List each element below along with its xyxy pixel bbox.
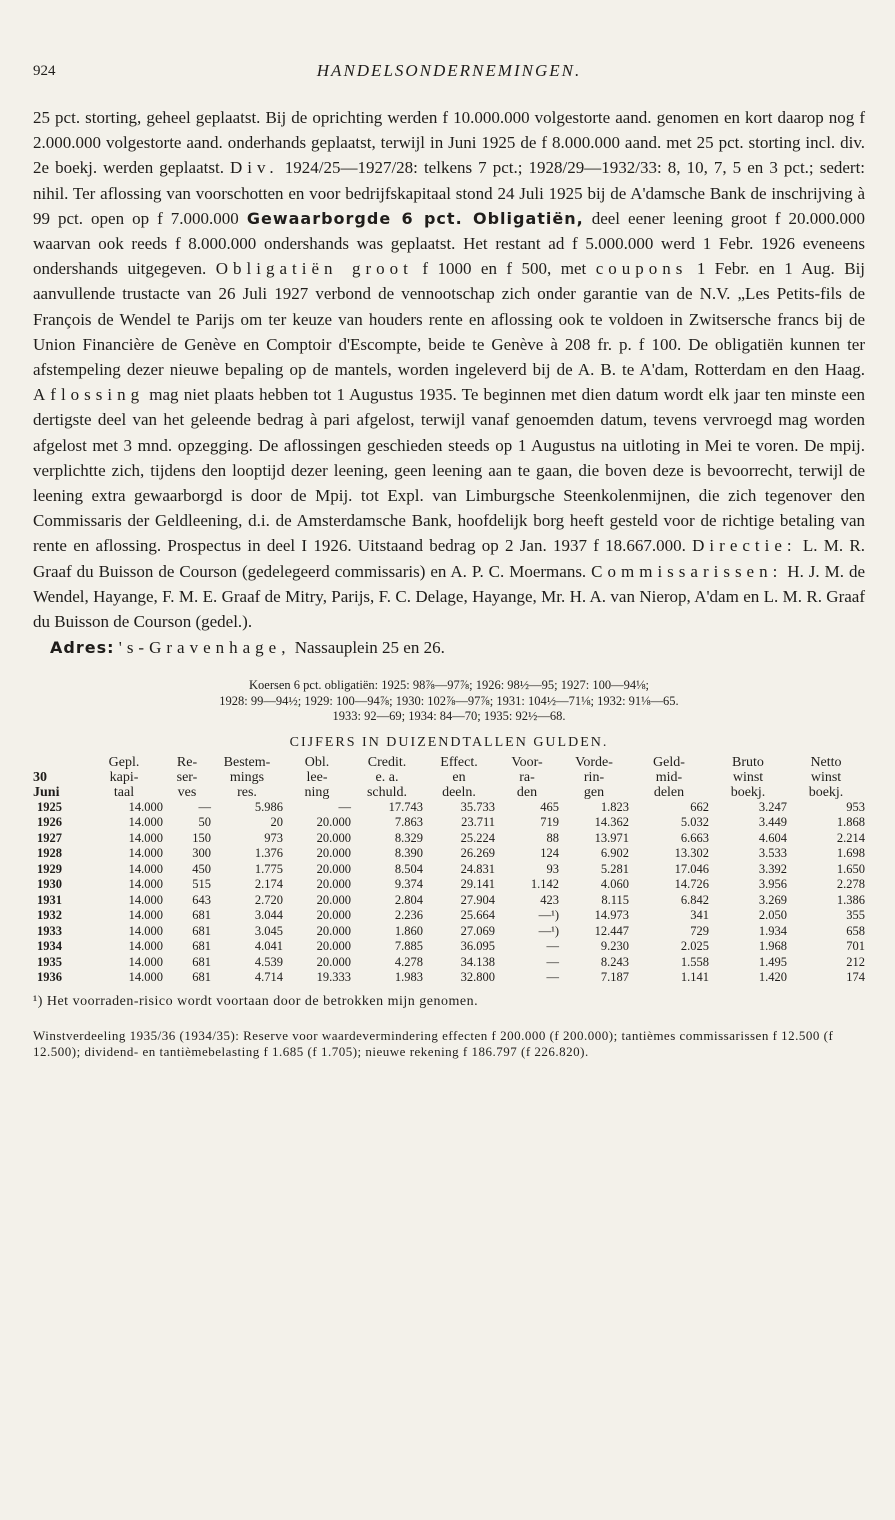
table-row xyxy=(33,862,865,878)
column-header: e. a. xyxy=(375,769,399,785)
table-cell: 4.278 xyxy=(394,954,423,969)
adres-street: Nassauplein 25 en 26. xyxy=(294,638,445,658)
table-cell: 124 xyxy=(540,846,559,861)
year-cell: 1930 xyxy=(37,877,62,892)
table-cell: 8.329 xyxy=(394,830,423,845)
table-cell: 20.000 xyxy=(316,939,351,954)
table-cell: 953 xyxy=(846,799,865,814)
table-footnote: ¹) Het voorraden-risico wordt voortaan door de betrokken mijn genomen. xyxy=(33,993,479,1009)
year-cell: 1931 xyxy=(37,892,62,907)
column-header: en xyxy=(452,769,466,785)
table-cell: —¹) xyxy=(538,923,559,938)
paragraph-redemption: mag niet plaats hebben tot 1 Augustus 1935. Te beginnen met dien datum wordt elk jaar ten minste een dertigste deel van het geleende bedrag à pari afgelost, terwijl vanaf genoemden datum, tevens vervroegd mag worden afgelost met 3 mnd. opzegging. De aflossingen geschieden steeds op 1 Augustus na uitloting in Mei te voren. De mpij. verplichtte zich, tijdens den looptijd dezer leening, geen leening aan te gaan, die boven deze is bevoorrecht, terwijl de leening extra gewaarborgd is door de Mpij. tot Expl. van Limburgsche Steenkolenmijnen, die zich tegenover den Commissaris der Geldleening, d.i. de Amsterdamsche Bank, hoofdelijk borg heeft gesteld voor de richtige betaling van rente en aflossing. Prospectus in deel I 1926. Uitstaand bedrag op 2 Jan. 1937 f 18.667.000. xyxy=(33,385,866,556)
table-row xyxy=(33,877,865,893)
table-row xyxy=(33,924,865,940)
table-row xyxy=(33,955,865,971)
page-number: 924 xyxy=(33,63,56,79)
table-cell: 24.831 xyxy=(460,861,495,876)
table-cell: — xyxy=(338,799,351,814)
table-header xyxy=(33,755,865,800)
table-cell: 14.000 xyxy=(128,846,163,861)
column-header: Effect. xyxy=(440,754,478,770)
year-cell: 1928 xyxy=(37,846,62,861)
table-cell: 8.504 xyxy=(394,861,423,876)
table-cell: 20.000 xyxy=(316,877,351,892)
table-cell: 14.000 xyxy=(128,830,163,845)
column-header: deeln. xyxy=(442,784,476,800)
table-cell: 36.095 xyxy=(460,939,495,954)
table-cell: 2.236 xyxy=(394,908,423,923)
column-header: taal xyxy=(113,784,135,800)
table-cell: 465 xyxy=(540,799,559,814)
table-cell: 1.141 xyxy=(680,970,709,985)
column-header: Obl. xyxy=(304,754,330,770)
table-cell: 4.041 xyxy=(254,939,283,954)
table-cell: 14.000 xyxy=(128,908,163,923)
year-cell: 1936 xyxy=(37,970,62,985)
table-cell: 355 xyxy=(846,908,865,923)
table-cell: 973 xyxy=(264,830,283,845)
table-cell: 1.698 xyxy=(836,846,865,861)
table-cell: 7.187 xyxy=(600,970,629,985)
table-cell: 1.495 xyxy=(758,954,787,969)
table-cell: 20.000 xyxy=(316,923,351,938)
page xyxy=(33,55,865,1060)
year-cell: 1933 xyxy=(37,923,62,938)
quotes-line: 1928: 99—94½; 1929: 100—94⅞; 1930: 102⅞—97⅞; 1931: 104½—71⅛; 1932: 91⅛—65. xyxy=(219,693,679,708)
table-cell: 20.000 xyxy=(316,830,351,845)
table-cell: 50 xyxy=(198,815,211,830)
column-header: lee- xyxy=(306,769,328,785)
table-cell: 3.533 xyxy=(758,846,787,861)
table-row xyxy=(33,908,865,924)
table-cell: 14.000 xyxy=(128,970,163,985)
coupons-label: coupons xyxy=(595,259,688,279)
table-cell: 1.868 xyxy=(836,815,865,830)
year-cell: 1925 xyxy=(37,799,62,814)
table-cell: 13.971 xyxy=(594,830,629,845)
adres-city: 's-Gravenhage, xyxy=(118,638,291,658)
table-cell: 341 xyxy=(690,908,709,923)
table-cell: 32.800 xyxy=(460,970,495,985)
table-cell: 20.000 xyxy=(316,861,351,876)
column-header: kapi- xyxy=(109,769,139,785)
bond-quotes xyxy=(33,678,865,725)
paragraph-trust: 1 Febr. en 1 Aug. Bij aanvullende trustacte van 26 Juli 1927 verbond de vennootschap zich onder garantie van de N.V. „Les Petits-fils de François de Wendel te Parijs om ter keuze van houders rente en aflossing ook te voldoen in Zwitsersche francs bij de Union Financière de Genève en Comptoir d'Escompte, beide te Genève à 208 fr. p. f 100. De obligatiën kunnen ter afstempeling dezer nieuwe bepaling op de mantels, worden ingeleverd bij de A. B. te A'dam, Rotterdam en den Haag. xyxy=(33,259,866,380)
table-cell: — xyxy=(546,970,559,985)
column-header: ra- xyxy=(519,769,535,785)
table-cell: 7.863 xyxy=(394,815,423,830)
financial-table xyxy=(33,755,865,986)
table-cell: 1.376 xyxy=(254,846,283,861)
paragraph-directie: L. M. R. Graaf du Buisson de Courson (gedelegeerd commissaris) en A. P. C. Moermans. xyxy=(33,536,865,581)
table-cell: 2.050 xyxy=(758,908,787,923)
table-cell: 13.302 xyxy=(674,846,709,861)
table-cell: 14.000 xyxy=(128,861,163,876)
table-cell: 27.904 xyxy=(460,892,495,907)
table-cell: 6.663 xyxy=(680,830,709,845)
table-cell: 681 xyxy=(192,908,211,923)
column-header: Juni xyxy=(33,784,60,800)
table-cell: 5.032 xyxy=(680,815,709,830)
table-cell: 4.604 xyxy=(758,830,787,845)
table-cell: 300 xyxy=(192,846,211,861)
profit-distribution: Winstverdeeling 1935/36 (1934/35): Reserve voor waardevermindering effecten f 200.000 (f 200.000); tantièmes commissarissen f 12.500 (f 12.500); dividend- en tantièmebelasting f 1.685 (f 1.705); nieuwe rekening f 186.797 (f 226.820). xyxy=(33,1027,834,1059)
year-cell: 1929 xyxy=(37,861,62,876)
table-cell: 88 xyxy=(546,830,559,845)
table-cell: 17.743 xyxy=(388,799,423,814)
table-cell: 34.138 xyxy=(460,954,495,969)
table-cell: 1.558 xyxy=(680,954,709,969)
page-header xyxy=(33,55,865,95)
table-row xyxy=(33,846,865,862)
table-cell: 5.281 xyxy=(600,861,629,876)
table-cell: 20.000 xyxy=(316,846,351,861)
column-header: Voor- xyxy=(511,754,543,770)
column-header: res. xyxy=(237,784,257,800)
year-cell: 1927 xyxy=(37,830,62,845)
table-cell: 14.000 xyxy=(128,892,163,907)
table-cell: 25.224 xyxy=(460,830,495,845)
column-header: ning xyxy=(304,784,330,800)
column-header: Geld- xyxy=(653,754,685,770)
table-cell: 26.269 xyxy=(460,846,495,861)
table-cell: 681 xyxy=(192,923,211,938)
table-cell: 14.000 xyxy=(128,815,163,830)
column-header: 30 xyxy=(33,769,47,785)
paragraph-loan: deel eener leening groot f 20.000.000 waarvan ook reeds f 8.000.000 ondershands was geplaatst. Het restant ad f 5.000.000 werd 1 Febr. 1926 eveneens ondershands uitgegeven. xyxy=(33,208,865,279)
table-cell: 14.362 xyxy=(594,815,629,830)
table-cell: 1.775 xyxy=(254,861,283,876)
table-cell: 5.986 xyxy=(254,799,283,814)
column-header: winst xyxy=(810,769,842,785)
table-cell: 25.664 xyxy=(460,908,495,923)
table-row xyxy=(33,831,865,847)
table-row xyxy=(33,970,865,986)
aflossing-label: Aflossing xyxy=(33,385,145,405)
table-row xyxy=(33,815,865,831)
table-cell: 2.804 xyxy=(394,892,423,907)
column-header: mid- xyxy=(655,769,683,785)
table-header-row xyxy=(33,770,865,785)
column-header: Gepl. xyxy=(108,754,140,770)
table-cell: 1.968 xyxy=(758,939,787,954)
column-header: schuld. xyxy=(366,784,408,800)
table-cell: 29.141 xyxy=(460,877,495,892)
column-header: boekj. xyxy=(808,784,844,800)
paragraph-capital: 25 pct. storting, geheel geplaatst. Bij de oprichting werden f 10.000.000 volgestorte aand. genomen en kort daarop nog f 2.000.000 volgestorte aand. onderhands geplaatst, terwijl in Juni 1925 de f 8.000.000 aand. met 25 pct. storting incl. div. 2e boekj. werden geplaatst. xyxy=(33,108,865,178)
quotes-line: 1933: 92—69; 1934: 84—70; 1935: 92½—68. xyxy=(332,709,566,724)
table-cell: 2.214 xyxy=(836,830,865,845)
table-cell: 643 xyxy=(192,892,211,907)
column-header: gen xyxy=(583,784,605,800)
table-cell: 1.650 xyxy=(836,861,865,876)
table-cell: 3.044 xyxy=(254,908,283,923)
table-cell: 729 xyxy=(690,923,709,938)
table-cell: 3.269 xyxy=(758,892,787,907)
paragraph-denomination: f 1000 en f 500, met xyxy=(422,259,587,279)
table-cell: 12.447 xyxy=(594,923,629,938)
column-header: Bruto xyxy=(732,754,764,770)
table-cell: 515 xyxy=(192,877,211,892)
year-cell: 1932 xyxy=(37,908,62,923)
bond-heading: Gewaarborgde 6 pct. Obligatiën, xyxy=(246,208,584,228)
table-cell: 35.733 xyxy=(460,799,495,814)
table-cell: 20.000 xyxy=(316,954,351,969)
address-line xyxy=(33,635,865,660)
running-title: HANDELSONDERNEMINGEN. xyxy=(316,61,582,80)
directie-label: Directie: xyxy=(692,536,797,556)
column-header xyxy=(33,755,85,770)
table-row xyxy=(33,800,865,816)
table-cell: 8.390 xyxy=(394,846,423,861)
column-header: boekj. xyxy=(730,784,766,800)
table-cell: 14.000 xyxy=(128,923,163,938)
table-cell: 20.000 xyxy=(316,815,351,830)
table-cell: 719 xyxy=(540,815,559,830)
table-cell: 14.000 xyxy=(128,939,163,954)
table-cell: 681 xyxy=(192,970,211,985)
table-cell: 1.386 xyxy=(836,892,865,907)
column-header: delen xyxy=(653,784,685,800)
table-cell: 3.247 xyxy=(758,799,787,814)
table-cell: 174 xyxy=(846,970,865,985)
table-cell: 4.060 xyxy=(600,877,629,892)
table-cell: 3.045 xyxy=(254,923,283,938)
table-cell: 1.934 xyxy=(758,923,787,938)
table-header-row xyxy=(33,785,865,800)
table-cell: 2.025 xyxy=(680,939,709,954)
table-cell: 2.174 xyxy=(254,877,283,892)
year-cell: 1926 xyxy=(37,815,62,830)
table-cell: 681 xyxy=(192,939,211,954)
table-cell: 150 xyxy=(192,830,211,845)
commissarissen-label: Commissarissen: xyxy=(591,561,783,581)
table-cell: 9.374 xyxy=(394,877,423,892)
column-header: den xyxy=(516,784,538,800)
table-row xyxy=(33,893,865,909)
obligatien-label: Obligatiën groot xyxy=(215,259,413,279)
company-description xyxy=(33,105,865,634)
table-cell: 14.726 xyxy=(674,877,709,892)
table-cell: 14.000 xyxy=(128,954,163,969)
table-cell: — xyxy=(198,799,211,814)
column-header: winst xyxy=(732,769,764,785)
table-cell: 1.860 xyxy=(394,923,423,938)
column-header: Bestem- xyxy=(223,754,271,770)
paragraph-commissarissen: H. J. M. de Wendel, Hayange, F. M. E. Graaf de Mitry, Parijs, F. C. Delage, Hayange, Mr. H. A. van Nierop, A'dam en L. M. R. Graaf du Buisson de Courson (gedel.). xyxy=(33,561,865,632)
table-cell: 1.983 xyxy=(394,970,423,985)
dividend-label: Div. xyxy=(230,158,279,178)
table-header-row xyxy=(33,755,865,770)
table-cell: — xyxy=(546,954,559,969)
table-cell: 662 xyxy=(690,799,709,814)
year-cell: 1934 xyxy=(37,939,62,954)
table-cell: 20.000 xyxy=(316,892,351,907)
table-cell: 3.956 xyxy=(758,877,787,892)
column-header: Credit. xyxy=(367,754,407,770)
table-cell: 9.230 xyxy=(600,939,629,954)
table-cell: 1.420 xyxy=(758,970,787,985)
table-cell: 14.000 xyxy=(128,877,163,892)
table-cell: 8.243 xyxy=(600,954,629,969)
column-header: rin- xyxy=(583,769,605,785)
table-cell: 14.973 xyxy=(594,908,629,923)
table-cell: 681 xyxy=(192,954,211,969)
table-cell: 1.823 xyxy=(600,799,629,814)
table-cell: 27.069 xyxy=(460,923,495,938)
table-cell: 658 xyxy=(846,923,865,938)
table-cell: 6.842 xyxy=(680,892,709,907)
table-cell: 4.539 xyxy=(254,954,283,969)
column-header: Netto xyxy=(810,754,842,770)
table-cell: 19.333 xyxy=(316,970,351,985)
column-header: Re- xyxy=(176,754,198,770)
column-header: ser- xyxy=(176,769,198,785)
table-cell: 3.392 xyxy=(758,861,787,876)
year-cell: 1935 xyxy=(37,954,62,969)
table-cell: — xyxy=(546,939,559,954)
adres-label: Adres: xyxy=(50,638,115,658)
table-cell: 14.000 xyxy=(128,799,163,814)
table-cell: 450 xyxy=(192,861,211,876)
table-cell: 212 xyxy=(846,954,865,969)
paragraph-dividend: 1924/25—1927/28: telkens 7 pct.; 1928/29—1932/33: 8, 10, 7, 5 en 3 pct.; sedert: nihil. Ter aflossing van voorschotten en voor bedrijfskapitaal stond 24 Juli 1925 bij de A'damsche Bank de inschrijving à 99 pct. open op f 7.000.000 xyxy=(33,158,866,228)
column-header: mings xyxy=(229,769,265,785)
table-cell: 3.449 xyxy=(758,815,787,830)
table-cell: 8.115 xyxy=(601,892,629,907)
quotes-line: Koersen 6 pct. obligatiën: 1925: 98⅞—97⅞; 1926: 98½—95; 1927: 100—94⅛; xyxy=(249,678,649,693)
table-cell: —¹) xyxy=(538,908,559,923)
table-cell: 4.714 xyxy=(254,970,283,985)
table-cell: 20 xyxy=(270,815,283,830)
table-cell: 23.711 xyxy=(461,815,495,830)
table-title: CIJFERS IN DUIZENDTALLEN GULDEN. xyxy=(289,734,609,750)
table-row xyxy=(33,939,865,955)
table-cell: 1.142 xyxy=(530,877,559,892)
table-cell: 2.720 xyxy=(254,892,283,907)
column-header: Vorde- xyxy=(575,754,613,770)
column-header: ves xyxy=(177,784,197,800)
table-cell: 17.046 xyxy=(674,861,709,876)
table-body xyxy=(33,800,865,986)
table-cell: 20.000 xyxy=(316,908,351,923)
table-cell: 93 xyxy=(546,861,559,876)
table-cell: 7.885 xyxy=(394,939,423,954)
table-cell: 6.902 xyxy=(600,846,629,861)
table-cell: 423 xyxy=(540,892,559,907)
table-cell: 701 xyxy=(846,939,865,954)
table-cell: 2.278 xyxy=(836,877,865,892)
